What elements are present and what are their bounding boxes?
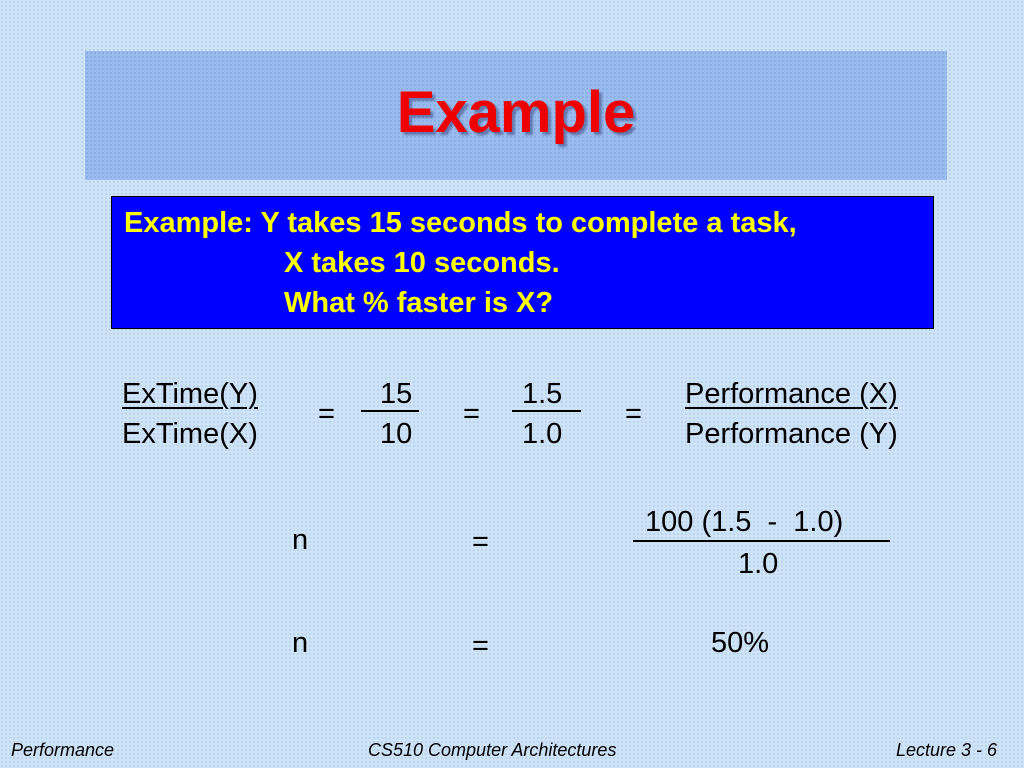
equals-4: =	[472, 526, 489, 558]
frac2-bar	[512, 410, 581, 412]
footer-slide-number: Lecture 3 - 6	[896, 740, 998, 760]
result-value: 50%	[711, 627, 770, 659]
problem-line-2: X takes 10 seconds.	[284, 247, 560, 279]
footer-course: CS510 Computer Architectures	[368, 740, 617, 760]
performance-y: Performance (Y)	[685, 418, 898, 450]
frac2-denominator: 1.0	[522, 418, 563, 450]
percent-numerator: 100 (1.5 - 1.0)	[645, 506, 844, 538]
frac2-numerator: 1.5	[522, 378, 563, 410]
title-band	[85, 51, 947, 180]
performance-x: Performance (X)	[685, 378, 898, 410]
frac1-numerator: 15	[380, 378, 413, 410]
footer-topic: Performance	[11, 740, 115, 760]
equals-1: =	[318, 398, 335, 430]
extime-x: ExTime(X)	[122, 418, 258, 450]
frac1-denominator: 10	[380, 418, 413, 450]
percent-fraction-bar	[633, 540, 890, 542]
problem-line-3: What % faster is X?	[284, 287, 554, 319]
n-label-2: n	[292, 627, 309, 659]
problem-line-1: Example: Y takes 15 seconds to complete a task,	[124, 207, 797, 239]
equals-3: =	[625, 398, 642, 430]
slide-title: Example	[396, 80, 636, 145]
percent-denominator: 1.0	[738, 548, 779, 580]
extime-y: ExTime(Y)	[122, 378, 258, 410]
n-label-1: n	[292, 524, 309, 556]
equals-2: =	[463, 398, 480, 430]
problem-box	[111, 196, 934, 329]
frac1-bar	[361, 410, 419, 412]
equals-5: =	[472, 630, 489, 662]
